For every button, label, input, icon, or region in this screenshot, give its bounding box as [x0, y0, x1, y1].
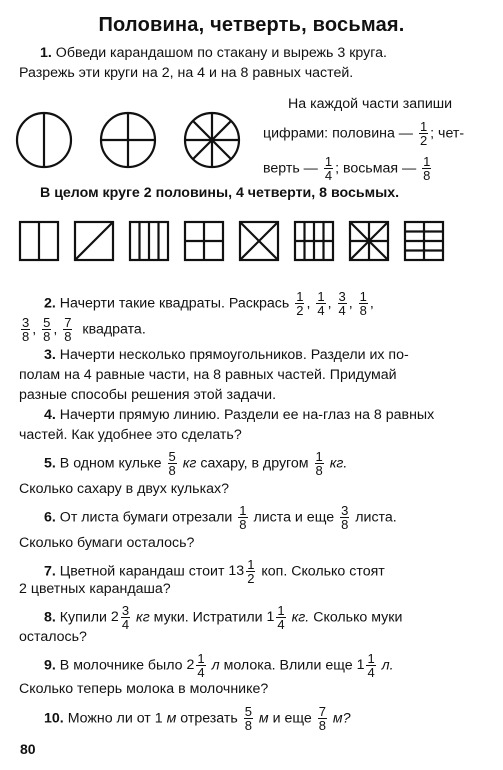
- fraction-one-quarter: $\frac{1}{4}$: [324, 154, 333, 183]
- square-quarters-diagonals-icon: [240, 222, 278, 260]
- task3-line1: 3. Начерти несколько прямоугольников. Раздели их по-: [44, 347, 409, 363]
- task1-summary: В целом круге 2 половины, 4 четверти, 8 восьмых.: [40, 185, 400, 201]
- task9-line1: 9. В молочнике было 2 $\frac{1}{4}$ л молока. Влили еще 1 $\frac{1}{4}$ л.: [44, 651, 394, 680]
- square-quarters-cross-icon: [185, 222, 223, 260]
- fraction-one-half: $\frac{1}{2}$: [419, 119, 428, 148]
- task1-line3: На каждой части запиши: [288, 96, 453, 112]
- circle-quarters-icon: [101, 113, 155, 167]
- square-eighths-rows-icon: [405, 222, 443, 260]
- task1-line1: 1. Обведи карандашом по стакану и вырежь 3 круга.: [40, 45, 387, 61]
- task4-line2: частей. Как удобнее это сделать?: [19, 427, 242, 443]
- circle-halves-icon: [17, 113, 71, 167]
- task2-line2: $\frac{3}{8}$ , $\frac{5}{8}$ , $\frac{7}{8}$ квадрата.: [22, 315, 146, 344]
- task3-line2: полам на 4 равные части, на 8 равных частей. Придумай: [19, 367, 397, 383]
- task8-line1: 8. Купили 2 $\frac{3}{4}$ кг муки. Истратили 1 $\frac{1}{4}$ кг. Сколько муки: [44, 603, 403, 632]
- task1-line4: цифрами: половина — $\frac{1}{2}$ ; чет-: [263, 119, 465, 148]
- task8-line2: осталось?: [19, 629, 87, 645]
- fraction-one-eighth: $\frac{1}{8}$: [423, 154, 431, 183]
- task4-line1: 4. Начерти прямую линию. Раздели ее на-глаз на 8 равных: [44, 407, 435, 423]
- task10-line1: 10. Можно ли от 1 м отрезать $\frac{5}{8}$ м и еще $\frac{7}{8}$ м?: [44, 704, 351, 733]
- circle-eighths-icon: [185, 113, 239, 167]
- task1-line2: Разрежь эти круги на 2, на 4 и на 8 равных частей.: [19, 65, 354, 81]
- page-number: 80: [20, 741, 36, 757]
- square-quarters-strips-icon: [130, 222, 168, 260]
- square-eighths-grid-icon: [295, 222, 333, 260]
- fraction-illustrations: [0, 0, 503, 300]
- square-eighths-star-icon: [350, 222, 388, 260]
- square-halves-diagonal-icon: [75, 222, 113, 260]
- task2-line1: 2. Начерти такие квадраты. Раскрась $\frac{1}{2}$ , $\frac{1}{4}$ , $\frac{3}{4}$ , $\frac{1}{8}$ ,: [44, 289, 374, 318]
- task7-line2: 2 цветных карандаша?: [19, 581, 171, 597]
- square-halves-vertical-icon: [20, 222, 58, 260]
- task1-number: 1.: [40, 45, 52, 61]
- task5-line2: Сколько сахару в двух кульках?: [19, 481, 229, 497]
- page-title: Половина, четверть, восьмая.: [98, 14, 405, 36]
- task1-line5: верть — $\frac{1}{4}$ ; восьмая — $\frac{1}{8}$: [263, 154, 431, 183]
- task6-line1: 6. От листа бумаги отрезали $\frac{1}{8}$ листа и еще $\frac{3}{8}$ листа.: [44, 503, 397, 532]
- task9-line2: Сколько теперь молока в молочнике?: [19, 681, 269, 697]
- task3-line3: разные способы решения этой задачи.: [19, 387, 277, 403]
- task5-line1: 5. В одном кульке $\frac{5}{8}$ кг сахару, в другом $\frac{1}{8}$ кг.: [44, 449, 348, 478]
- task6-line2: Сколько бумаги осталось?: [19, 535, 195, 551]
- task7-line1: 7. Цветной карандаш стоит 13 $\frac{1}{2}$ коп. Сколько стоят: [44, 557, 385, 586]
